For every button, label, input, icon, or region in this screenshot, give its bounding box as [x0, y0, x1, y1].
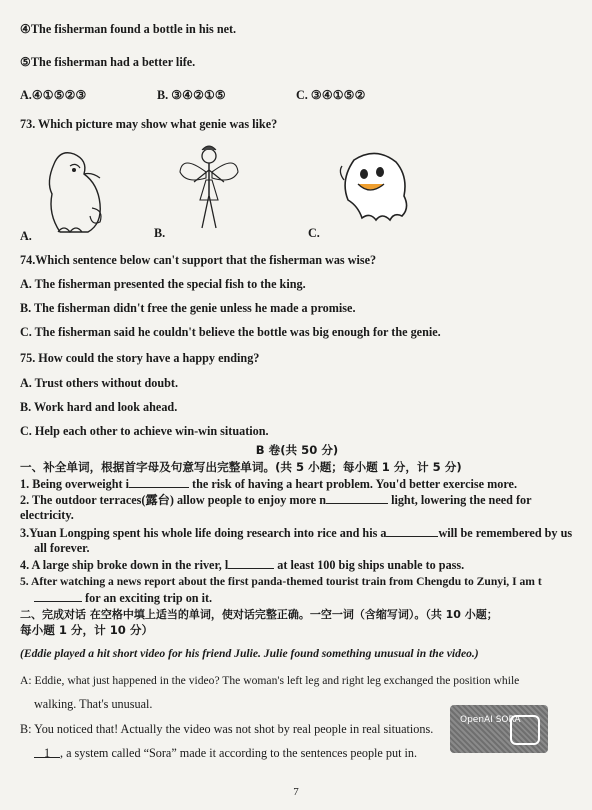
part2-heading-line-1: 二、完成对话 在空格中填上适当的单词，使对话完整正确。一空一词（含缩写词）。（共 10 小题；: [20, 608, 498, 621]
question-75-option-c: C. Help each other to achieve win-win situation.: [20, 424, 269, 438]
order-option-a: A.④①⑤②③: [20, 88, 87, 102]
blank-3[interactable]: [386, 525, 438, 537]
order-option-b: B. ③④②①⑤: [157, 88, 226, 102]
question-74-option-a: A. The fisherman presented the special fish to the king.: [20, 277, 306, 291]
section-b-title: B 卷(共 50 分): [255, 443, 339, 457]
video-camera-icon: [510, 715, 540, 745]
picture-c-ghost-icon: [336, 150, 416, 225]
picture-a-label: A.: [20, 229, 32, 243]
dialogue-a-line-1: A: Eddie, what just happened in the video? The woman's left leg and right leg exchanged the position while: [20, 674, 520, 687]
fill-sentence-5-cont: for an exciting trip on it.: [34, 590, 574, 606]
picture-c-label: C.: [308, 226, 320, 240]
question-75-option-a: A. Trust others without doubt.: [20, 376, 179, 390]
blank-5[interactable]: [34, 590, 82, 602]
picture-b-label: B.: [154, 226, 166, 240]
part2-heading-line-2: 每小题 1 分，计 10 分）: [20, 623, 154, 637]
fill-sentence-5: 5. After watching a news report about the first panda-themed tourist train from Chengdu to Zunyi, I am t: [20, 575, 542, 588]
fill-sentence-4: 4. A large ship broke down in the river, l at least 100 big ships unable to pass.: [20, 558, 465, 572]
dialogue-blank-1-line: 1 , a system called “Sora” made it according to the sentences people put in.: [34, 746, 574, 761]
dialogue-intro: (Eddie played a hit short video for his friend Julie. Julie found something unusual in the video.): [20, 647, 479, 660]
blank-1[interactable]: [129, 476, 189, 488]
openai-sora-logo: OpenAI SORA: [460, 715, 521, 725]
question-74: 74.Which sentence below can't support that the fisherman was wise?: [20, 253, 377, 267]
question-74-option-c: C. The fisherman said he couldn't believe the bottle was big enough for the genie.: [20, 325, 441, 339]
part1-heading: 一、补全单词，根据首字母及句意写出完整单词。(共 5 小题；每小题 1 分，计 5 分): [20, 460, 462, 474]
blank-dialogue-1[interactable]: 1: [34, 746, 60, 758]
question-75-option-b: B. Work hard and look ahead.: [20, 400, 178, 414]
fill-sentence-2: 2. The outdoor terraces(露台) allow people to enjoy more n light, lowering the need for: [20, 493, 532, 507]
blank-4[interactable]: [228, 557, 274, 569]
fill-sentence-3: 3.Yuan Longping spent his whole life doing research into rice and his a will be remembered by us: [20, 526, 573, 540]
question-75: 75. How could the story have a happy ending?: [20, 351, 260, 365]
sora-logo-badge: [450, 705, 548, 753]
picture-b-fairy-icon: [176, 140, 242, 235]
question-73: 73. Which picture may show what genie was like?: [20, 117, 278, 131]
dialogue-b-line-1: B: You noticed that! Actually the video was not shot by real people in real situations.: [20, 722, 434, 736]
question-74-option-b: B. The fisherman didn't free the genie unless he made a promise.: [20, 301, 356, 315]
story-sentence-4: ④The fisherman found a bottle in his net.: [20, 22, 237, 36]
fill-sentence-3-cont: all forever.: [34, 541, 90, 555]
dialogue-a-line-2: walking. That's unusual.: [34, 697, 153, 711]
fill-sentence-2-cont: electricity.: [20, 508, 74, 522]
story-sentence-5: ⑤The fisherman had a better life.: [20, 55, 196, 69]
fill-sentence-1: 1. Being overweight i the risk of having a heart problem. You'd better exercise more.: [20, 477, 518, 491]
blank-2[interactable]: [326, 492, 388, 504]
picture-a-sketch-icon: [40, 144, 120, 239]
page-number: 7: [293, 786, 299, 798]
order-option-c: C. ③④①⑤②: [296, 88, 366, 102]
